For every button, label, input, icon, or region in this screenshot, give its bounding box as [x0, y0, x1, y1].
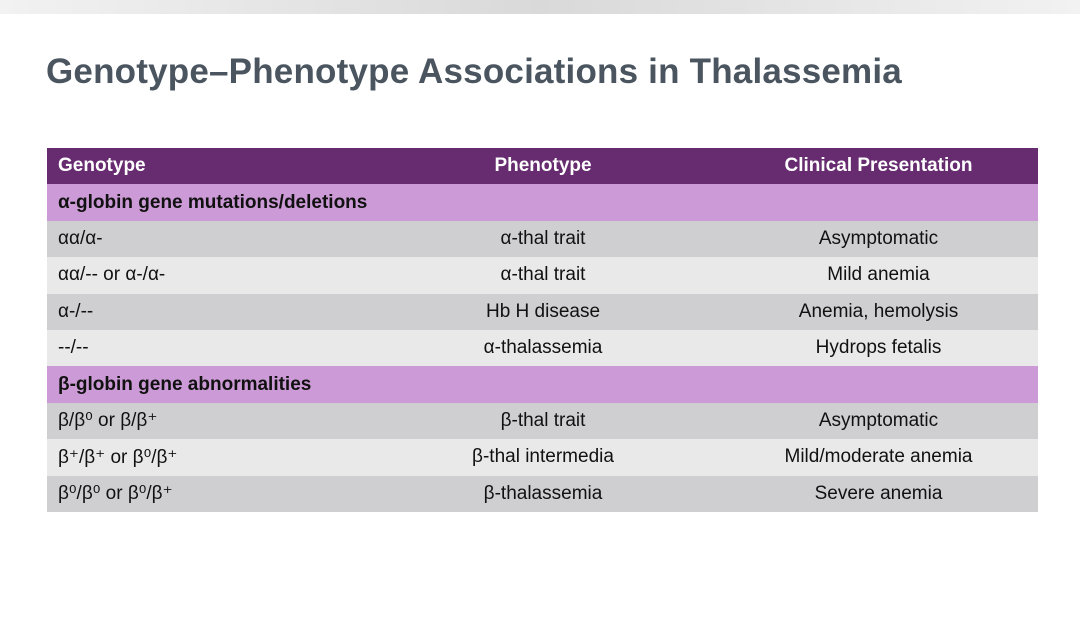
phenotype-cell: α-thal trait	[367, 221, 719, 257]
table-header-row	[47, 148, 1038, 184]
header-genotype: Genotype	[47, 148, 367, 184]
section-label-beta: β-globin gene abnormalities	[47, 366, 1038, 402]
clinical-cell: Mild/moderate anemia	[719, 439, 1038, 475]
clinical-cell: Asymptomatic	[719, 403, 1038, 439]
header-clinical-presentation: Clinical Presentation	[719, 148, 1038, 184]
phenotype-cell: β-thal trait	[367, 403, 719, 439]
phenotype-cell: Hb H disease	[367, 294, 719, 330]
section-row-alpha	[47, 184, 1038, 220]
clinical-cell: Hydrops fetalis	[719, 330, 1038, 366]
genotype-cell: β⁺/β⁺ or β⁰/β⁺	[47, 439, 367, 475]
genotype-cell: --/--	[47, 330, 367, 366]
genotype-cell: αα/α-	[47, 221, 367, 257]
phenotype-cell: β-thalassemia	[367, 476, 719, 512]
phenotype-cell: α-thalassemia	[367, 330, 719, 366]
genotype-cell: β/β⁰ or β/β⁺	[47, 403, 367, 439]
top-decorative-band	[0, 0, 1080, 14]
genotype-cell: α-/--	[47, 294, 367, 330]
genotype-cell: β⁰/β⁰ or β⁰/β⁺	[47, 476, 367, 512]
section-label-alpha: α-globin gene mutations/deletions	[47, 184, 1038, 220]
table-row	[47, 439, 1038, 475]
clinical-cell: Anemia, hemolysis	[719, 294, 1038, 330]
header-phenotype: Phenotype	[367, 148, 719, 184]
genotype-cell: αα/-- or α-/α-	[47, 257, 367, 293]
clinical-cell: Severe anemia	[719, 476, 1038, 512]
genotype-phenotype-table	[47, 148, 1038, 512]
slide-title: Genotype–Phenotype Associations in Thalassemia	[46, 52, 902, 91]
clinical-cell: Asymptomatic	[719, 221, 1038, 257]
table-row	[47, 403, 1038, 439]
table-row	[47, 257, 1038, 293]
table-row	[47, 221, 1038, 257]
table-row	[47, 476, 1038, 512]
phenotype-cell: β-thal intermedia	[367, 439, 719, 475]
clinical-cell: Mild anemia	[719, 257, 1038, 293]
section-row-beta	[47, 366, 1038, 402]
table-row	[47, 330, 1038, 366]
phenotype-cell: α-thal trait	[367, 257, 719, 293]
table-row	[47, 294, 1038, 330]
